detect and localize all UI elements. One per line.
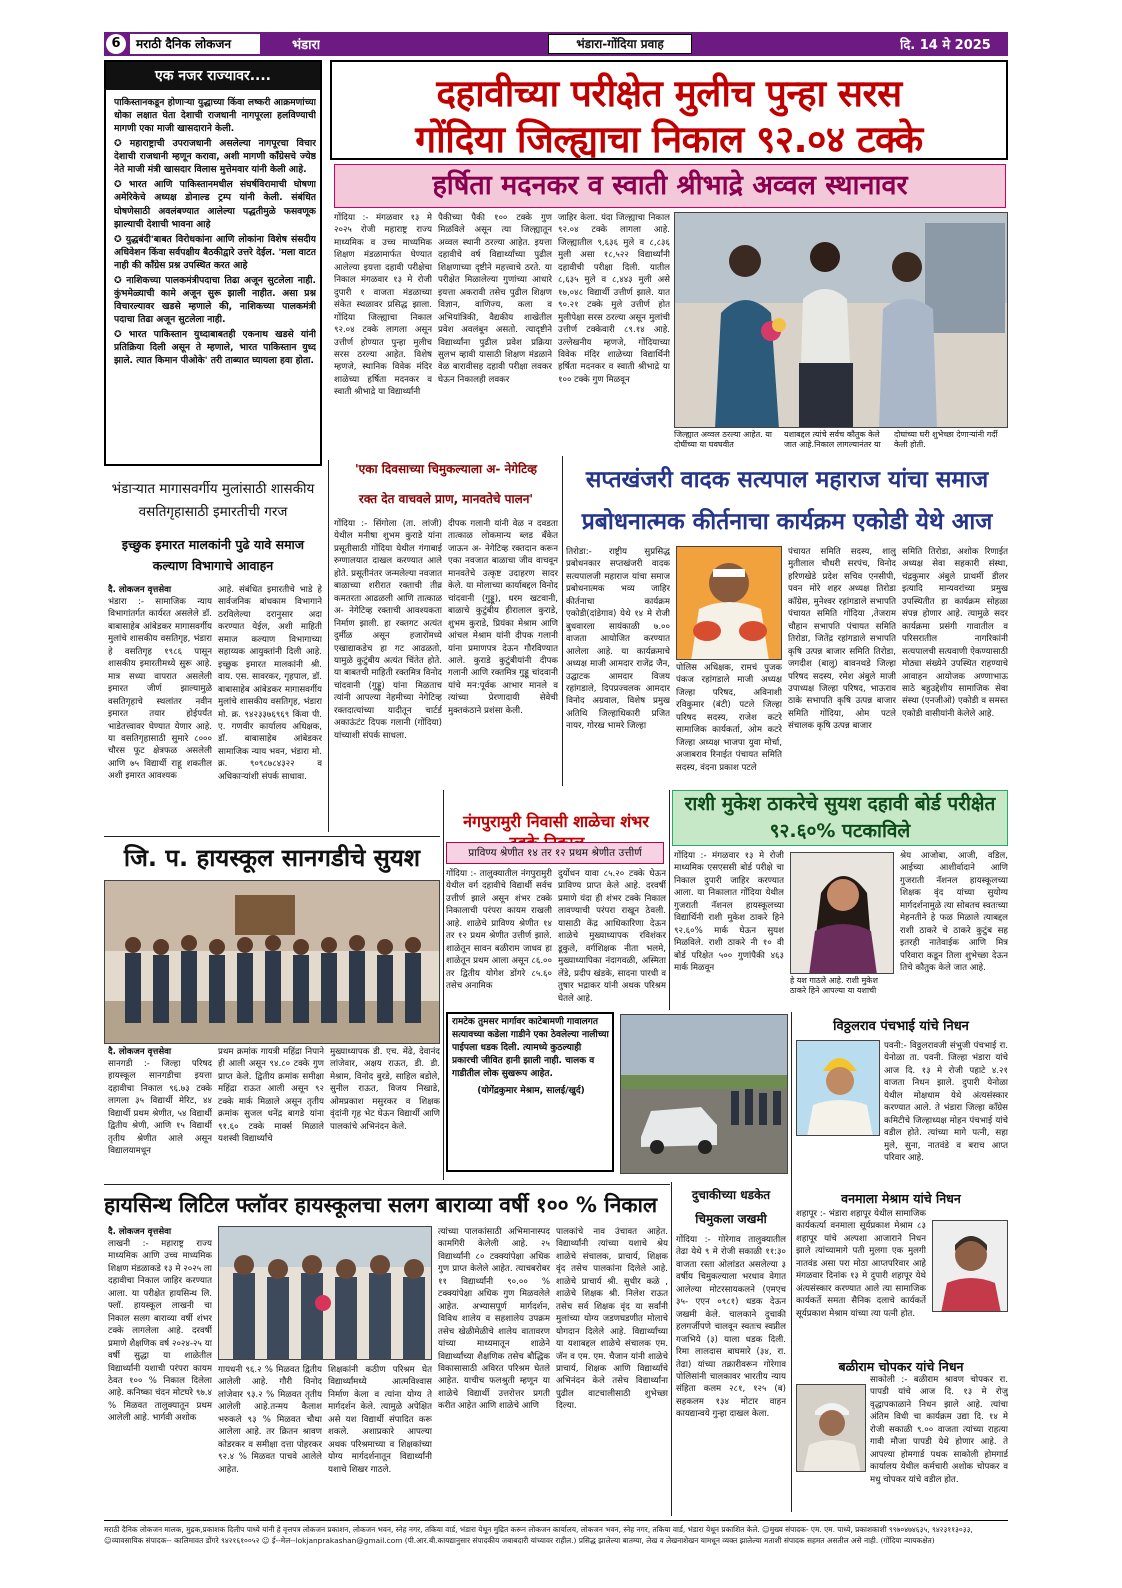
chimukla-headline-1: 'एका दिवसाच्या चिमुकल्याला अ- नेगेटिव्ह xyxy=(354,462,537,476)
news-brief-item: ✪ युद्धबंदी'बाबत विरोधकांना आणि लोकांना विशेष संसदीय अधिवेशन किंवा सर्वपक्षीय बैठकीद्वारे उत्तरे देईल. 'मला वाटत नाही की काँग्रेस प्रश्न उपस्थित करत आहे xyxy=(114,233,316,271)
zp-col-3: मुख्याध्यापक डी. एच. मेंढे, देवानंद लांजेवार, अक्षय राऊत, डी. डी. मेश्राम, विनोद बुरडे, साहिल बडोले, सुनील राऊत, विजय निखाडे, ओमप्रकाश मसुरकर व शिक्षक वृंदांनी गृह भेट घेऊन विद्यार्थी आणि पालकांचे अभिनंदन केले. xyxy=(330,1047,440,1132)
nagpur-col-2: दुर्योधन यावा ८५.२० टक्के घेऊन प्राविण्य प्राप्त केले आहे. दरवर्षी प्रमाणे यंदा ही शंभर टक्के निकाल लावण्याची परंपरा राखून ठेवली. यासाठी केंद्र आधिकारिणा देऊन शाळेचे मुख्याध्यापक रविशंकर डूकुले, वर्गशिक्षक नीता भलमे, मुख्याध्यापिका नंदागवळी, अस्मिता लेंडे, प्रदीप खंडके, सादना पारधी व तुषार भद्राकर यांनी अथक परिश्रम घेतले आहे. xyxy=(558,869,666,1004)
paper-name: मराठी दैनिक लोकजन xyxy=(130,34,260,54)
rashi-col-1: गोंदिया :- मंगळवार १३ मे रोजी माध्यमिक एसएससी बोर्ड परीक्षे चा निकाल दुपारी जाहिर करण्यात आला. या निकालात गोंदिया येथील गुजराती नॅशनल हायस्कूलच्या विद्यार्थिनी राशी मुकेश ठाकरे हिने ९२.६०% मार्क घेऊन सुयश मिळविले. राशी ठाकरे नी १० वी बोर्ड परिक्षेत ५०० गुणांपैकी ४६३ मार्क मिळवून xyxy=(674,851,784,974)
lead-story-col-2: पैकीच्या पैकी १०० टक्के गुण मिळविले असून त्या जिल्ह्यातून अव्वल स्थानी ठरल्या आहेत. इयत्ता दहावीचे वर्ष विद्यार्थ्यांच्या पुढील शिक्षणाच्या दृष्टीने महत्त्वाचे ठरते. या परीक्षेत मिळालेल्या गुणांच्या आधारे इयत्ता अकरावी तसेच पुढील शिक्षण विज्ञान, वाणिज्य, कला व अभियांत्रिकी, वैद्यकीय शाखेतील प्रवेश अवलंबून असतो. त्यादृष्टीने विद्यार्थ्यांना पुढील प्रवेश प्रक्रिया सुलभ व्हावी यासाठी शिक्षण मंडळाने वेळ बारावीसह दहावी परीक्षा लवकर घेऊन निकालही लवकर xyxy=(438,213,552,385)
vanmala-obit-headline: वनमाला मेश्राम यांचे निधन xyxy=(841,1191,961,1206)
hyacinth-col-1: लाखनी :- महाराष्ट्र राज्य माध्यमिक आणि उच्च माध्यमिक शिक्षण मंडळाकडे १३ मे २०२५ ला दहावीचा निकाल जाहिर करण्यात आला. या परीक्षेत हायसिन्थ लि. फ्लॉ. हायस्कूल लाखनी चा निकाल सलग बाराव्या वर्षी शंभर टक्के लागलेला आहे. दरवर्षी प्रमाणे शैक्षणिक वर्ष २०२४-२५ या वर्षी सुद्धा या शाळेतील विद्यार्थ्यांनी यशाची परंपरा कायम ठेवत १०० % निकाल दिलेला आहे. कनिष्का चंदन मोटघरे ९७.४ % मिळवत तालुक्यातून प्रथम आलेली आहे. भार्गवी अशोक xyxy=(108,1239,212,1424)
zp-col-2: प्रथम क्रमांक गायत्री महिंद्रा निपाने ही आली असून ९४.८० टक्के गुण प्राप्त केले. द्वितीय क्रमांक समीक्षा महिंद्रा राऊत आली असून ९२ टक्के मार्क मिळाले असून तृतीय क्रमांक सुजल धनेंद्र बागडे यांना ९१.६० टक्के मार्क्स मिळाले यशस्वी विद्यार्थ्यांचे xyxy=(218,1047,324,1145)
imprint-line-1: मराठी दैनिक लोकजन मालक, मुद्रक,प्रकाशक दिलीप पाध्ये यांनी हे वृत्तपत्र लोकजन प्रकाशन, लोकजन भवन, स्नेह नगर, तकिया वार्ड, भंडारा येथून मुद्रित करून लोकजन कार्यालय, लोकजन भवन, स्नेह नगर, तकिया वार्ड, भंडारा येथून प्रकाशित केले. ☺मुख्य संपादक- एम. एम. पाध्ये, प्रकाशकाशी ९९७०४७४६३५, ९४२३११३०३३, xyxy=(104,1525,973,1534)
satyapal-col-3: पंचायत समिति सदस्य, शालु मुतीलाल चौधरी सरपंच, विनोद हरिणखेडे प्रदेश सचिव एनसीपी, पवन मोरे शहर अध्यक्ष तिरोडा कॉग्रेस, मुनेश्वर रहांगडाले सभापति पंचायत समिति गोंदिया ,तेजराम चौहान सभापति पंचायत समिति तिरोडा, जितेंद्र रहांगडाले सभापति कृषि उत्पन्न बाजार समिति तिरोडा, जगदीश (बालु) बावनथडे जिल्हा परिषद सदस्य, रमेश अंबुले माजी उपाध्यक्ष जिल्हा परिषद, भाऊराव ठाके सभापति कृषि उत्पन्न बाजार समिति गोंदिया, ओम पटले संचालक कृषि उत्पन्न बाजार xyxy=(788,547,896,732)
accident-headline-2: चिमुकला जखमी xyxy=(695,1212,767,1226)
page-number: 6 xyxy=(106,34,126,54)
rashi-col-3: श्रेय आजोबा, आजी, वडिल, आईच्या आशीर्वादाने आणि गुजराती नॅशनल हायस्कूलच्या शिक्षक वृंद यांच्या सुयोग्य मार्गदर्शनामुळे त्या सोबतच स्वतःच्या मेहनतीने हे फळ मिळाले त्याबद्दल राशी ठाकरे चे ठाकरे कुटुंब सह इतरही नातेवाईक आणि मित्र परिवारा कडून तिला शुभेच्छा देऊन तिचे कौतुक केले जात आहे. xyxy=(900,851,1008,974)
lead-headline-2: गोंदिया जिल्ह्याचा निकाल ९२.०४ टक्के xyxy=(415,118,923,161)
hyacinth-col-4: त्यांच्या पालकांसाठी अभिमानास्पद कामगिरी केलेली आहे. २५ विद्यार्थ्यांनी ८० टक्क्यांपेक्षा अधिक गुण प्राप्त केलेले आहेत. त्याचबरोबर ११ विद्यार्थ्यांनी ९०.०० % टक्क्यांपेक्षा अधिक गुण मिळवलेले आहेत. अभ्यासपूर्ण मार्गदर्शन, विविध शालेय व सहशालेय उपक्रम तसेच खेळीमेळीचे शालेय वातावरण यांच्या माध्यमातून शाळेने विद्यार्थ्यांच्या शैक्षणिक तसेच बौद्धिक विकासासाठी अविरत परिश्रम घेतले आहेत. याचीच फलश्रुती म्हणून या शाळेचे विद्यार्थी उत्तरोत्तर प्रगती करीत आहेत आणि शाळेचे आणि xyxy=(438,1227,550,1412)
zp-headline: जि. प. हायस्कूल सानगडीचे सुयश xyxy=(123,844,421,872)
hostel-col-1: भंडारा :- सामाजिक न्याय विभागांतर्गत कार्यरत असलेले डॉ. बाबासाहेब आंबेडकर मागासवर्गीय मुलांचे शासकीय वसतिगृह, भंडारा हे वसतिगृह १९८६ पासून शासकीय इमारतीमध्ये सुरू आहे. मात्र सध्या वापरात असलेली इमारत जीर्ण झाल्यामुळे वसतिगृहाचे स्थलांतर नवीन इमारत तयार होईपर्यंत भाडेतत्त्वावर घेण्यात येणार आहे. या वसतिगृहासाठी सुमारे ८००० चौरस फूट क्षेत्रफळ असलेली आणि ७५ विद्यार्थी राहू शकतील अशी इमारत आवश्यक xyxy=(108,597,212,782)
lead-story-photo xyxy=(674,212,1008,428)
chimukla-headline-2: रक्त देत वाचवले प्राण, मानवतेचे पालन' xyxy=(358,492,534,506)
vanmala-portrait xyxy=(932,1220,1008,1312)
column-rule xyxy=(791,1012,792,1512)
hostel-byline: दै. लोकजन वृत्तसेवा xyxy=(108,585,172,595)
column-rule xyxy=(328,460,329,832)
hyacinth-photo xyxy=(218,1226,432,1360)
lead-story-col-3: जाहिर केला. यंदा जिल्ह्याचा निकाल ९२.०४ टक्के लागला आहे. जिल्ह्यातील ९,६३६ मुले व ८,८३६ मुली असा १८,५२२ विद्यार्थ्यांनी दहावीची परीक्षा दिली. यातील ८,६३५ मुले व ८,४४३ मुली असे १७,०४८ विद्यार्थी उत्तीर्ण झाले. यात ९०.२१ टक्के मुले उत्तीर्ण होत मुलीपेक्षा सरस ठरल्या असून मुलांची उत्तीर्ण टक्केवारी ८९.१४ आहे. उल्लेखनीय म्हणजे, गोंदियाच्या विवेक मंदिर शाळेच्या विद्यार्थिनी हर्षिता मदनकर व स्वाती श्रीभाद्रे या १०० टक्के गुण मिळवून xyxy=(558,213,670,385)
ramtek-text: रामटेक तुमसर मार्गावर काटेबामणी गावालगत सत्यावच्या कडेला गाडीने एका ठेवलेल्या नालीच्या पाईपला धडक दिली. त्यामध्ये कुठल्याही प्रकारची जीवित हानी झाली नाही. चालक व गाडीतील लोक सुखरूप आहेत. xyxy=(452,1017,609,1080)
nagpur-subheadline: प्राविण्य श्रेणीत १४ तर १२ प्रथम श्रेणीत उत्तीर्ण xyxy=(446,842,664,864)
imprint-line-2: ☺व्यावसायिक संपादक-- कालिमावत डोंगरे ९४२१६१००५२ ☺ ई--मेल--lokjanprakashan@gmail.com (पी.आर.बी.कायद्यानुसार संपादकीय जबाबदारी यांच्यावर राहील.) प्रसिद्ध झालेल्या बातम्या, लेख व लेखनाशेखन यामधून व्यक्त झालेल्या मताशी संपादक सहमत असतील असे नाही. (गोंदिया न्यायकक्षेत) xyxy=(104,1536,935,1546)
column-rule xyxy=(562,456,563,786)
satyapal-photo-caption: पोलिस अधिक्षक, रामचं पुजक पंकज रहांगडाले माजी अध्यक्ष जिल्हा परिषद, अविनाशी रविकुमार (बंटी) पटले जिल्हा परिषद सदस्य, राजेश कटरे सामाजिक कार्यकर्ता, ओम कटरे जिल्हा अध्यक्ष भाजपा युवा मोर्चा, अजाबराव रिनाईत पंचायत समिति सदस्य, वंदना प्रकाश पटले xyxy=(676,663,782,773)
ramtek-box-content xyxy=(452,1016,610,1168)
satyapal-col-1: तिरोडा:- राष्ट्रीय सुप्रसिद्ध प्रबोधनकार सप्तखंजरी वादक सत्यपालजी महाराज यांचा समाज प्रबोधनात्मक भव्य जाहिर कीर्तनाचा कार्यक्रम एकोडी(दांडेगाव) येथे १४ मे रोजी बुधवारला सायंकाळी ७.०० वाजता आयोजित करण्यात आलेला आहे. या कार्यक्रमाचे अध्यक्ष माजी आमदार राजेंद्र जैन, उद्घाटक आमदार विजय रहांगडाले, दिपप्रज्वलक आमदार विनोद अग्रवाल, विशेष प्रमुख अतिथि जिल्हाधिकारी प्रजित नायर, गोरख भामरे जिल्हा xyxy=(566,547,670,732)
column-rule xyxy=(443,790,444,1180)
hostel-headline: भंडाऱ्यात मागासवर्गीय मुलांसाठी शासकीय वसतिगृहासाठी इमारतीची गरज xyxy=(111,481,315,520)
column-rule xyxy=(669,790,670,1010)
lead-photo-caption-3: दोघांच्या घरी शुभेच्छा देणाऱ्यांनी गर्दी केली होती. xyxy=(894,430,998,450)
zp-group-photo xyxy=(104,880,440,1044)
rashi-headline: राशी मुकेश ठाकरेचे सुयश दहावी बोर्ड परीक्षेत ९२.६०% पटकाविले xyxy=(672,790,1008,846)
satyapal-headline-1: सप्तखंजरी वादक सत्यपाल महाराज यांचा समाज xyxy=(585,467,989,493)
satyapal-headline-2: प्रबोधनात्मक कीर्तनाचा कार्यक्रम एकोडी येथे आज xyxy=(581,509,993,535)
nagpur-headline: नंगपुरामुरी निवासी शाळेचा शंभर xyxy=(463,812,649,831)
satyapal-photo xyxy=(676,546,782,660)
section-rule xyxy=(104,836,440,837)
bali-portrait xyxy=(796,1384,866,1472)
zp-byline: दै. लोकजन वृत्तसेवा xyxy=(108,1047,172,1057)
edition-name: भंडारा-गोंदिया प्रवाह xyxy=(548,34,692,54)
accident-headline-1: दुचाकीच्या धडकेत xyxy=(691,1188,771,1202)
lead-photo-caption-1: जिल्ह्यात अव्वल ठरल्या आहेत. या दोघींच्या या घवघवीत xyxy=(674,430,772,450)
hyacinth-col-5: पालकांचे नाव उंचावत आहेत. विद्यार्थ्यांनी त्यांच्या यशाचे श्रेय शाळेचे संचालक, प्राचार्य, शिक्षक वृंद तसेच पालकांना दिलेले आहे. शाळेचे प्राचार्य श्री. सुधीर कळे , शाळेचे शिक्षक श्री. निलेश राऊत तसेच सर्व शिक्षक वृंद या सर्वांनी मुलांच्या योग्य जडणघडणीत मोलाचे योगदान दिलेले आहे. विद्यार्थ्यांच्या या यशाबद्दल शाळेचे संचालक एम. जॅन व एम. एम. चैजान यांनी शाळेचे प्राचार्य, शिक्षक आणि विद्यार्थ्यांचे अभिनंदन केले तसेच विद्यार्थ्यांना पुढील वाटचालीसाठी शुभेच्छा दिल्या. xyxy=(556,1227,668,1412)
zp-col-1: सानगडी :- जिल्हा परिषद हायस्कूल सानगडीचा इयत्ता दहावीचा निकाल ९६.७३ टक्के लागला ३५ विद्यार्थी मेरिट, ४४ विद्यार्थी प्रथम श्रेणीत, ५४ विद्यार्थी द्वितीय श्रेणी, आणि १५ विद्यार्थी तृतीय श्रेणीत आले असून विद्यालयामधून xyxy=(108,1059,212,1157)
vitthal-obit-text: पवनी:- विठ्ठलरावजी संभुजी पंचभाई रा. येनोळा ता. पवनी. जिल्हा भंडारा यांचे आज दि. १३ मे रोजी पहाटे ४.२१ वाजता निधन झाले. दुपारी येनोळा येथील मोक्षधाम येथे अंत्यसंस्कार करण्यात आले. ते भंडारा जिल्हा काँग्रेस कमिटीचे जिल्हाध्यक्ष मोहन पंचभाई यांचे वडील होते. त्यांच्या मागे पत्नी, सहा मुले, सुना, नातवंडे व बराच आप्त परिवार आहे. xyxy=(884,1041,1008,1164)
hyacinth-col-2: गायधनी ९६.२ % मिळवत द्वितीय आलेली आहे. गौरी विनोद लांजेवार ९३.२ % मिळवत तृतीय आलेली आहे.तन्मय कैलाश भरुकले ९३ % मिळवत चौथा आलेला आहे. तर क्रितन श्रावण कोडरकर व समीक्षा दत्ता पोहरकर ९२.४ % मिळवत पाचवे आलेले आहेत. xyxy=(218,1365,322,1475)
hostel-col-2: आहे. संबंधित इमारतीचे भाडे हे सार्वजनिक बांधकाम विभागाने ठरविलेल्या दरानुसार अदा करण्यात येईल, अशी माहिती समाज कल्याण विभागाच्या सहाय्यक आयुक्तांनी दिली आहे. इच्छुक इमारत मालकांनी श्री. वाय. एस. सावरकर, गृहपाल, डॉ. बाबासाहेब आंबेडकर मागासवर्गीय मुलांचे शासकीय वसतिगृह, भंडारा मो. क्र. ९४२३३७६९६९ किंवा पी. ए. गणवीर कार्यालय अधिक्षक, डॉ. बाबासाहेब आंबेडकर सामाजिक न्याय भवन, भंडारा मो. क्र. ९०९८७८४३२२ व अधिकाऱ्यांशी संपर्क साधावा. xyxy=(218,585,322,782)
news-brief-title: एक नजर राज्यावर.... xyxy=(106,62,320,90)
section-rule xyxy=(104,1184,670,1185)
vitthal-obit-headline: विठ्ठलराव पंचभाई यांचे निधन xyxy=(833,1019,969,1034)
news-brief-item: ✪ भारत आणि पाकिस्तानमधील संघर्षविरामाची घोषणा अमेरिकेचे अध्यक्ष डोनाल्ड ट्रम्प यांनी केली. संबंधित घोषणेसाठी अवलंबण्यात आलेल्या पद्धतीमुळे फसवणूक झाल्याची देशाची भावना आहे xyxy=(114,179,316,230)
satyapal-col-4: समिति तिरोडा, अशोक रिणाईत अध्यक्ष सेवा सहकारी संस्था, चंद्रकुमार अंबुले प्राथर्मी डीलर इत्यादि मान्यवरांच्या प्रमुख उपस्थितीत हा कार्यक्रम सोहळा संपन्न होणार आहे. त्यामुळे सदर कार्यक्रमा प्रसंगी गावातील व परिसरातील नागरिकांनी सत्यपालची सत्यवाणी ऐकण्यासाठी मोठ्या संख्येने उपस्थित राहण्याचे आवाहन आयोजक अण्णाभाऊ साठे बहुउद्देशीय सामाजिक सेवा संस्था (एनजीओ) एकोडी व समस्त एकोडी वासीयांनी केलेले आहे. xyxy=(902,547,1008,719)
vanmala-obit-text: शहापूर :- भंडारा शहापूर येथील सामाजिक कार्यकर्त्या वनमाला सूर्यप्रकाश मेश्राम ८३ शहापूर यांचे अल्पशा आजाराने निधन झाले त्यांच्यामागे पती मुलगा एक मुलगी नातवंड असा परा मोठा आप्तपरिवार आहे मंगळवार दिनांक १३ मे दुपारी शहापूर येथे अंत्यसंस्कार करण्यात आले त्या सामाजिक कार्यकर्ते समता सैनिक दलाचे कार्यकर्ते सूर्यप्रकाश मेश्राम यांच्या त्या पत्नी होत. xyxy=(796,1209,926,1319)
rashi-photo xyxy=(790,852,894,974)
bali-obit-text: साकोली :- बळीराम श्रावण चोपकर रा. पापडी यांचे आज दि. १३ मे रोजु वृद्धापकाळाने निधन झाले आहे. त्यांचा अंतिम विधी चा कार्यक्रम उद्या दि. १४ मे रोजी सकाळी ९.०० वाजता त्यांच्या राहत्या गावी मौजा पापडी येथे होणार आहे. ते आपल्या होमगार्ड पथक साकोली होमगार्ड कार्यालय येथील कर्मचारी अशोक चोपकर व मधु चोपकर यांचे वडील होत. xyxy=(870,1375,1008,1485)
section-name: भंडारा xyxy=(292,38,321,53)
lead-subheadline: हर्षिता मदनकर व स्वाती श्रीभाद्रे अव्वल स्थानावर xyxy=(334,164,1006,208)
issue-date: दि. 14 मे 2025 xyxy=(900,38,991,53)
news-brief-list xyxy=(114,96,316,462)
news-brief-item: ✪ नाशिकच्या पालकमंत्रीपदाचा तिढा अजून सुटलेला नाही. कुंभमेळ्याची कामे अजून सुरू झाली नाहीत. असा प्रश्न विचारल्यावर खडसे म्हणाले की, नाशिकच्या पालकमंत्री पदाचा तिढा अजून सुटलेला नाही. xyxy=(114,274,316,325)
lead-photo-caption-2: यशाबद्दल त्यांचे सर्वच कौतुक केले जात आहे.निकाल लागल्यानंतर या xyxy=(784,430,881,450)
imprint-footer xyxy=(104,1520,1008,1556)
news-brief-item: ✪ भारत पाकिस्तान युध्दाबाबतही एकनाथ खडसे यांनी प्रतिक्रिया दिली असून ते म्हणाले, भारत पाकिस्तान युध्द झाले. त्यात किमान पीओके' तरी ताब्यात घ्यायला हवा होता. xyxy=(114,329,316,367)
lead-story-col-1: गोंदिया :- मंगळवार १३ मे २०२५ रोजी महाराष्ट्र राज्य माध्यमिक व उच्च माध्यमिक शिक्षण मंडळामार्फत घेण्यात आलेल्या इयत्ता दहावी परीक्षेचा निकाल मंगळवार १३ मे रोजी दुपारी १ वाजता मंडळाच्या संकेत स्थळावर प्रसिद्ध झाला. गोंदिया जिल्ह्याचा निकाल ९२.०४ टक्के लागला असून उत्तीर्ण होण्यात पुन्हा मुलीच सरस ठरल्या आहेत. विशेष म्हणजे, स्थानिक विवेक मंदिर शाळेच्या हर्षिता मदनकर व स्वाती श्रीभाद्रे या विद्यार्थ्यांनी xyxy=(334,213,432,398)
bali-obit-headline: बळीराम चोपकर यांचे निधन xyxy=(838,1359,964,1374)
hyacinth-col-3: शिक्षकांनी कठीण परिश्रम घेत विद्यार्थ्यांमध्ये आत्मविश्वास निर्माण केला व त्यांना योग्य ते मार्गदर्शन केले. त्यामुळे अपेक्षित असे यश विद्यार्थी संपादित करू शकले. अशाप्रकारे आपल्या अथक परिश्रमाच्या व शिक्षकांच्या योग्य मार्गदर्शनातून विद्यार्थ्यांनी यशाचे शिखर गाठले. xyxy=(328,1365,432,1475)
rashi-photo-caption: हे यश गाठले आहे. राशी मुकेश ठाकरे हिने आपल्या या यशाची xyxy=(790,976,878,996)
news-brief-item: ✪ महाराष्ट्राची उपराजधानी असलेल्या नागपूरचा विचार देशाची राजधानी म्हणून करावा, अशी मागणी काँग्रेसचे ज्येष्ठ नेते माजी मंत्री खासदार विलास मुत्तेमवार यांनी केली आहे. xyxy=(114,138,316,176)
nagpur-col-1: गोंदिया :- तालुक्यातील नंगपुरामुरी येथील वर्ग दहावीचे विद्यार्थी सर्वच उत्तीर्ण झाले असून शंभर टक्के निकालाची परंपरा कायम राखली आहे. शाळेचे प्राविण्य श्रेणीत १४ तर १२ प्रथम श्रेणीत उत्तीर्ण झाले. शाळेतून सावन बळीराम जाधव हा शाळेतून प्रथम आला असून ८६.०० तर द्वितीय योगेश डोंगरे ८५.६० तसेच अनामिक xyxy=(446,869,552,992)
hyacinth-byline: दै. लोकजन वृत्तसेवा xyxy=(108,1227,172,1237)
vitthal-portrait xyxy=(796,1040,880,1136)
chimukla-col-2: दीपक गलानी यांनी वेळ न दवडता तात्काळ लोकमान्य ब्लड बँकेत जाऊन अ- नेगेटिव्ह रक्तदान करून एका नवजात बाळाचा जीव वाचवून मानवतेचे उत्कृष्ट उदाहरण सादर केले. या मोलाच्या कार्याबद्दल विनोद चांदवानी (गुड्डू), धरम खटवानी, बाळाचे कुटुंबीय हीरालाल कुराडे, शुभम कुराडे, प्रियंका मेश्राम आणि आंचल मेश्राम यांनी दीपक गलानी यांना प्रमाणपत्र देऊन गौरविण्यात आले. कुराडे कुटुंबीयांनी दीपक गलानी आणि रक्तमित्र गुड्डू चांदवानी यांचे मन:पूर्वक आभार मानले व त्यांच्या प्रेरणादायी सेवेची मुक्तकंठाने प्रशंसा केली. xyxy=(448,519,558,716)
lead-headline-1: दहावीच्या परीक्षेत मुलीच पुन्हा सरस xyxy=(436,72,902,115)
accident-photo xyxy=(620,1014,788,1174)
hyacinth-headline: हायसिन्थ लिटिल फ्लॉवर हायस्कूलचा सलग बाराव्या वर्षी १०० % निकाल xyxy=(104,1193,658,1217)
hostel-subheadline: इच्छुक इमारत मालकांनी पुढे यावे समाज कल्याण विभागाचे आवाहन xyxy=(121,537,305,574)
accident-text: गोंदिया :- गोरेगाव तालुक्यातील तेढा येथे ९ मे रोजी सकाळी ११:३० वाजता रस्ता ओलांडत असलेल्या ३ वर्षीय चिमुकल्याला भरधाव वेगात आलेल्या मोटरसायकलने (एमएच ३५- एएन ०९८१) धडक देऊन जखमी केले. चालकाने दुचाकी हलगर्जीपणे चालवून स्वतःच स्वप्नील गजभिये (३) याला धडक दिली. रिमा लालदास बाघमारे (३४, रा. तेढा) यांच्या तक्रारीवरून गोरेगाव पोलिसांनी चालकावर भारतीय न्याय संहिता कलम २८१, १२५ (ब) सहकलम १३४ मोटार वाहन कायद्यान्वये गुन्हा दाखल केला. xyxy=(676,1235,786,1420)
news-brief-item: पाकिस्तानकडून होणाऱ्या युद्धाच्या किंवा लष्करी आक्रमणांच्या धोका लक्षात घेता देशाची राजधानी नागपूरला हलविण्याची मागणी एका माजी खासदाराने केली. xyxy=(114,97,316,135)
column-rule xyxy=(671,1182,672,1516)
chimukla-col-1: गोंदिया :- सिंगोला (ता. लांजी) येथील मनीषा शुभम कुराडे यांना प्रसूतीसाठी गोंदिया येथील गंगाबाई रुग्णालयात दाखल करण्यात आले होते. प्रसूतीनंतर जन्मलेल्या नवजात बाळाच्या शरीरात रक्ताची तीव्र कमतरता आढळली आणि तात्काळ अ- नेगेटिव्ह रक्ताची आवश्यकता निर्माण झाली. हा रक्तगट अत्यंत दुर्मीळ असून हजारोंमध्ये एखाद्याकडेच हा गट आढळतो, यामुळे कुटुंबीय अत्यंत चिंतेत होते. या बाबतची माहिती रक्तमित्र विनोद चांदवानी (गुड्डू) यांना मिळताच त्यांनी आपल्या नेहमीच्या नेगेटिव्ह रक्तदात्यांच्या यादीतून चार्टर्ड अकाऊंटंट दिपक गलानी (गोंदिया) यांच्याशी संपर्क साधला. xyxy=(334,519,442,741)
ramtek-credit: (योगेंद्रकुमार मेश्राम, सालई/खुर्द) xyxy=(477,1086,585,1097)
